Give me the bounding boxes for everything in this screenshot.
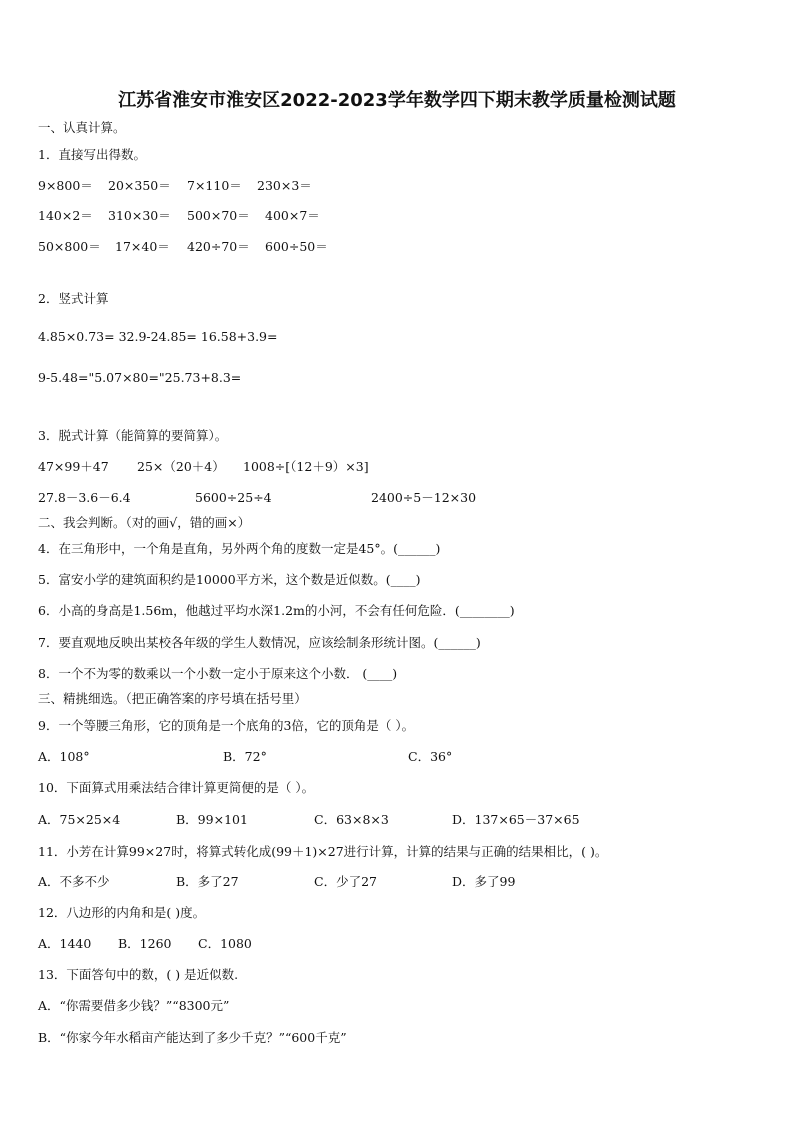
option-b: B．“你家今年水稻亩产能达到了多少千克？”“600千克”: [38, 1030, 347, 1045]
calc-item: 17×40＝: [115, 239, 170, 254]
calc-item: 400×7＝: [265, 208, 320, 223]
option-c: C．1080: [198, 936, 252, 951]
calc-item: 140×2＝: [38, 208, 93, 223]
calc-item: 27.8－3.6－6.4: [38, 490, 131, 505]
calc-item: 25×（20＋4）: [137, 459, 225, 474]
calc-line: 4.85×0.73= 32.9-24.85= 16.58+3.9=: [38, 329, 278, 344]
option-d: D．137×65－37×65: [452, 812, 580, 827]
question-stem: 13．下面答句中的数，( ) 是近似数.: [38, 967, 239, 982]
option-c: C．63×8×3: [314, 812, 389, 827]
judge-item: 5．富安小学的建筑面积约是10000平方米，这个数是近似数。(____): [38, 572, 421, 587]
calc-item: 420÷70＝: [187, 239, 250, 254]
calc-item: 5600÷25÷4: [195, 490, 272, 505]
option-a: A．1440: [38, 936, 92, 951]
option-a: A．108°: [38, 749, 90, 764]
option-b: B．99×101: [176, 812, 248, 827]
question-stem: 12．八边形的内角和是( )度。: [38, 905, 206, 920]
calc-item: 47×99＋47: [38, 459, 109, 474]
judge-item: 6．小高的身高是1.56m，他越过平均水深1.2m的小河，不会有任何危险．(________): [38, 603, 515, 618]
question-label: 2．竖式计算: [38, 291, 109, 306]
judge-item: 7．要直观地反映出某校各年级的学生人数情况，应该绘制条形统计图。(______): [38, 635, 481, 650]
option-a: A．“你需要借多少钱？”“8300元”: [38, 998, 230, 1013]
calc-item: 9×800＝: [38, 178, 93, 193]
question-stem: 10．下面算式用乘法结合律计算更简便的是（ ）。: [38, 780, 315, 795]
question-label: 3．脱式计算（能简算的要简算）。: [38, 428, 228, 443]
page-title: 江苏省淮安市淮安区2022-2023学年数学四下期末教学质量检测试题: [118, 90, 676, 111]
question-stem: 9．一个等腰三角形，它的顶角是一个底角的3倍，它的顶角是（ ）。: [38, 718, 415, 733]
option-b: B．72°: [223, 749, 267, 764]
calc-item: 7×110＝: [187, 178, 242, 193]
calc-item: 20×350＝: [108, 178, 171, 193]
calc-item: 1008÷[（12＋9）×3]: [243, 459, 369, 474]
section-heading: 二、我会判断。（对的画√，错的画×）: [38, 515, 251, 530]
option-c: C．少了27: [314, 874, 377, 889]
judge-item: 8．一个不为零的数乘以一个小数一定小于原来这个小数． (____): [38, 666, 398, 681]
question-stem: 11．小芳在计算99×27时，将算式转化成(99＋1)×27进行计算，计算的结果与正确的结果相比，( )。: [38, 844, 608, 859]
calc-line: 9-5.48="5.07×80="25.73+8.3=: [38, 370, 242, 385]
section-heading: 一、认真计算。: [38, 120, 126, 135]
calc-item: 310×30＝: [108, 208, 171, 223]
calc-item: 50×800＝: [38, 239, 101, 254]
option-b: B．多了27: [176, 874, 239, 889]
option-a: A．不多不少: [38, 874, 110, 889]
calc-item: 500×70＝: [187, 208, 250, 223]
option-d: D．多了99: [452, 874, 516, 889]
option-a: A．75×25×4: [38, 812, 121, 827]
calc-item: 2400÷5－12×30: [371, 490, 477, 505]
question-label: 1．直接写出得数。: [38, 147, 146, 162]
calc-item: 230×3＝: [257, 178, 312, 193]
calc-item: 600÷50＝: [265, 239, 328, 254]
option-b: B．1260: [118, 936, 172, 951]
section-heading: 三、精挑细选。（把正确答案的序号填在括号里）: [38, 691, 307, 706]
option-c: C．36°: [408, 749, 453, 764]
judge-item: 4．在三角形中，一个角是直角，另外两个角的度数一定是45°。(______): [38, 541, 441, 556]
